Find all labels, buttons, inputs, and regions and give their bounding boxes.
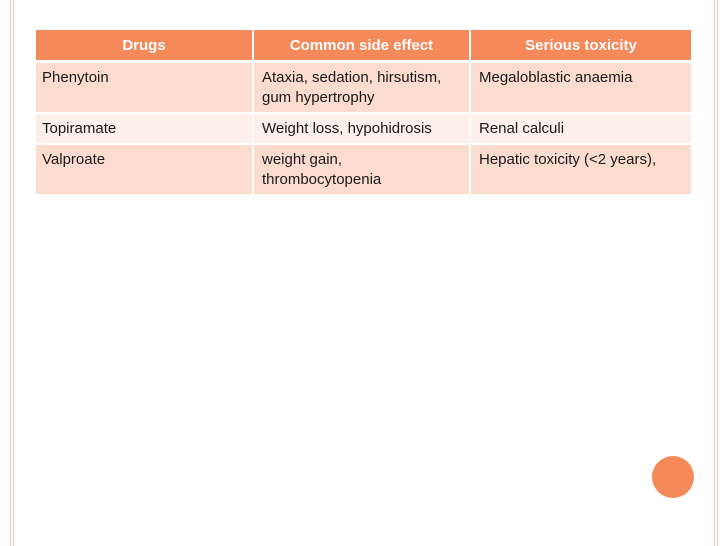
- slide-frame-left-line-inner: [13, 0, 14, 546]
- cell-drug: Valproate: [36, 144, 253, 195]
- slide-frame-left-line: [10, 0, 11, 546]
- cell-drug: Phenytoin: [36, 62, 253, 114]
- table-header-row: [36, 30, 691, 62]
- table-row: [36, 113, 691, 144]
- cell-common-side-effect: weight gain, thrombocytopenia: [253, 144, 470, 195]
- slide-frame-right-line-inner: [714, 0, 715, 546]
- decorative-orange-circle: [652, 456, 694, 498]
- cell-serious-toxicity: Renal calculi: [470, 113, 691, 144]
- header-serious-toxicity: Serious toxicity: [470, 30, 691, 62]
- header-common-side-effect: Common side effect: [253, 30, 470, 62]
- cell-common-side-effect: Ataxia, sedation, hirsutism, gum hypertrophy: [253, 62, 470, 114]
- table-row: [36, 144, 691, 195]
- cell-serious-toxicity: Hepatic toxicity (<2 years),: [470, 144, 691, 195]
- table-row: [36, 62, 691, 114]
- slide-frame-right-line: [717, 0, 718, 546]
- cell-serious-toxicity: Megaloblastic anaemia: [470, 62, 691, 114]
- header-drugs: Drugs: [36, 30, 253, 62]
- cell-common-side-effect: Weight loss, hypohidrosis: [253, 113, 470, 144]
- drug-side-effects-table: [36, 30, 691, 196]
- cell-drug: Topiramate: [36, 113, 253, 144]
